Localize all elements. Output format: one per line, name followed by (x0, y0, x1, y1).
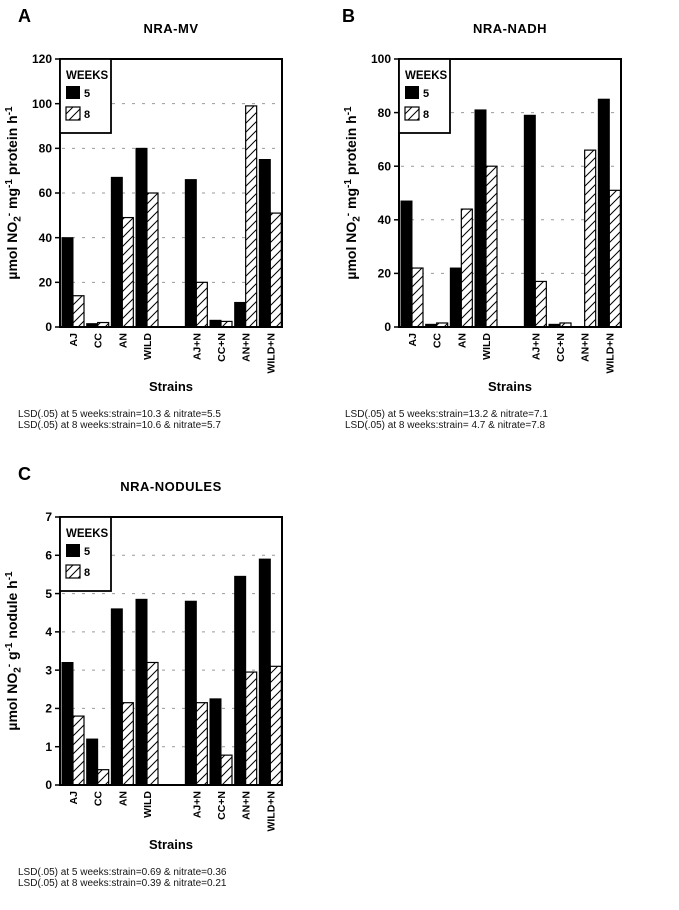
x-category-label-CC+N: CC+N (555, 333, 567, 362)
y-tick-label: 0 (384, 320, 391, 335)
x-category-label-AJ: AJ (68, 791, 80, 805)
chart-title-a: NRA-MV (143, 21, 199, 36)
legend (60, 517, 111, 591)
panel-a (0, 0, 340, 452)
y-tick-label: 3 (45, 663, 52, 678)
panel-b (339, 0, 679, 452)
bar-week5-AN (111, 609, 122, 785)
lsd-note-a-line1: LSD(.05) at 5 weeks:strain=10.3 & nitrate=5.5 (18, 409, 221, 420)
legend-label-week8: 8 (84, 109, 91, 121)
legend-swatch-week8 (66, 107, 80, 120)
bar-week5-WILD (136, 599, 147, 785)
y-tick-label: 120 (31, 52, 52, 67)
legend-label-week5: 5 (84, 546, 91, 558)
legend-swatch-week8 (405, 107, 419, 120)
y-tick-label: 1 (45, 739, 52, 754)
legend-swatch-week5 (66, 544, 80, 557)
bar-week8-CC (98, 770, 109, 785)
bar-week5-WILD+N (259, 559, 270, 785)
panel-letter-c: C (18, 464, 31, 484)
panel-letter-a: A (18, 6, 31, 26)
bar-week5-CC+N (210, 320, 221, 327)
y-tick-label: 80 (38, 141, 52, 156)
legend-swatch-week5 (66, 86, 80, 99)
legend-label-week8: 8 (423, 109, 430, 121)
lsd-note-c-line1: LSD(.05) at 5 weeks:strain=0.69 & nitrate=0.36 (18, 867, 227, 878)
y-tick-label: 20 (38, 275, 52, 290)
bar-week8-AN+N (585, 150, 596, 327)
y-tick-label: 5 (45, 586, 52, 601)
bar-week5-WILD (136, 148, 147, 327)
x-category-label-CC: CC (431, 333, 444, 349)
legend-title: WEEKS (405, 70, 448, 82)
bar-week5-AJ (62, 238, 73, 327)
y-tick-label: 100 (31, 96, 52, 111)
y-axis-title: µmol $NO_2^-$ $g^{-1}$ nodule $h^{-1}$ (4, 571, 24, 731)
bar-week8-WILD+N (270, 213, 281, 327)
lsd-note-b-line1: LSD(.05) at 5 weeks:strain=13.2 & nitrate=7.1 (345, 409, 548, 420)
x-category-label-WILD: WILD (142, 791, 154, 818)
x-category-label-WILD+N: WILD+N (265, 791, 278, 832)
y-tick-label: 40 (377, 213, 391, 227)
lsd-note-a-line2: LSD(.05) at 8 weeks:strain=10.6 & nitrate=5.7 (18, 420, 221, 431)
x-category-label-AN: AN (117, 791, 130, 807)
x-category-label-AN+N: AN+N (579, 333, 592, 362)
bar-week8-AN+N (246, 106, 257, 327)
bar-week8-AJ (73, 296, 84, 327)
panel-c (0, 458, 340, 910)
y-tick-label: 4 (45, 625, 52, 640)
bar-week8-AJ (73, 716, 84, 785)
y-tick-label: 60 (38, 186, 52, 201)
x-category-label-WILD+N: WILD+N (265, 333, 278, 374)
bar-week5-AJ+N (185, 601, 196, 785)
x-category-label-AN+N: AN+N (240, 791, 253, 820)
legend-swatch-week5 (405, 86, 419, 99)
bar-week5-AJ+N (524, 115, 535, 327)
chart-title-c: NRA-NODULES (120, 479, 222, 494)
y-tick-label: 80 (377, 105, 391, 120)
legend-label-week8: 8 (84, 567, 91, 579)
bar-week8-AN (122, 218, 133, 327)
x-category-label-WILD: WILD (481, 333, 493, 360)
bar-chart-c (4, 510, 282, 831)
bar-week8-AN (122, 703, 133, 785)
bar-week8-AN+N (246, 672, 257, 785)
bar-week8-CC+N (221, 755, 232, 785)
bar-week8-WILD (486, 166, 497, 327)
y-tick-label: 100 (370, 52, 391, 67)
y-axis-title: µmol $NO_2^-$ $mg^{-1}$ protein $h^{-1}$ (4, 106, 24, 280)
legend (60, 59, 111, 133)
x-category-label-WILD: WILD (142, 333, 154, 360)
x-axis-title-a: Strains (148, 379, 194, 394)
chart-title-b: NRA-NADH (472, 21, 548, 36)
x-category-label-AN: AN (456, 333, 469, 349)
y-tick-label: 60 (377, 159, 391, 174)
bar-chart-a (4, 52, 282, 373)
x-axis-title-c: Strains (148, 837, 194, 852)
bar-week8-AJ+N (535, 281, 546, 327)
x-category-label-CC: CC (92, 791, 105, 807)
bar-week8-AN (461, 209, 472, 327)
bar-week8-WILD+N (270, 666, 281, 785)
bar-week8-AJ+N (196, 282, 207, 327)
y-axis-title: µmol $NO_2^-$ $mg^{-1}$ protein $h^{-1}$ (343, 106, 363, 280)
y-tick-label: 7 (45, 510, 52, 525)
x-axis-title-b: Strains (487, 379, 533, 394)
bar-week5-WILD (475, 110, 486, 327)
y-tick-label: 20 (377, 266, 391, 281)
bar-week5-AN (111, 177, 122, 327)
panel-letter-b: B (342, 6, 355, 26)
x-category-label-AJ+N: AJ+N (530, 333, 543, 361)
bar-week5-CC+N (210, 699, 221, 785)
legend-title: WEEKS (66, 528, 109, 540)
x-category-label-CC+N: CC+N (216, 791, 228, 820)
bar-week8-AJ (412, 268, 423, 327)
bar-week5-CC (87, 739, 98, 785)
y-tick-label: 40 (38, 230, 52, 245)
bar-week5-WILD+N (259, 160, 270, 328)
x-category-label-WILD+N: WILD+N (604, 333, 617, 374)
bar-week8-WILD+N (609, 190, 620, 327)
bar-week5-AJ (62, 662, 73, 785)
x-category-label-AN+N: AN+N (240, 333, 253, 362)
x-category-label-AJ: AJ (68, 333, 80, 347)
bar-week5-WILD+N (598, 99, 609, 327)
x-category-label-AJ+N: AJ+N (191, 791, 204, 819)
y-tick-label: 6 (45, 548, 52, 563)
lsd-note-c-line2: LSD(.05) at 8 weeks:strain=0.39 & nitrate=0.21 (18, 878, 227, 889)
bar-week8-WILD (147, 662, 158, 785)
x-category-label-AJ: AJ (407, 333, 419, 347)
y-tick-label: 0 (45, 320, 52, 335)
bar-week5-AN (450, 268, 461, 327)
lsd-note-b-line2: LSD(.05) at 8 weeks:strain= 4.7 & nitrate=7.8 (345, 420, 546, 431)
bar-week5-AN+N (235, 576, 246, 785)
legend-title: WEEKS (66, 70, 109, 82)
legend-label-week5: 5 (423, 88, 430, 100)
legend-label-week5: 5 (84, 88, 91, 100)
x-category-label-AN: AN (117, 333, 130, 349)
bar-chart-b (343, 52, 621, 373)
bar-week5-AJ+N (185, 180, 196, 327)
bar-week8-WILD (147, 193, 158, 327)
bar-week5-AJ (401, 201, 412, 327)
legend (399, 59, 450, 133)
bar-week8-AJ+N (196, 703, 207, 785)
y-tick-label: 0 (45, 778, 52, 793)
x-category-label-CC+N: CC+N (216, 333, 228, 362)
bar-week5-AN+N (235, 302, 246, 327)
y-tick-label: 2 (45, 701, 52, 716)
x-category-label-CC: CC (92, 333, 105, 349)
legend-swatch-week8 (66, 565, 80, 578)
x-category-label-AJ+N: AJ+N (191, 333, 204, 361)
